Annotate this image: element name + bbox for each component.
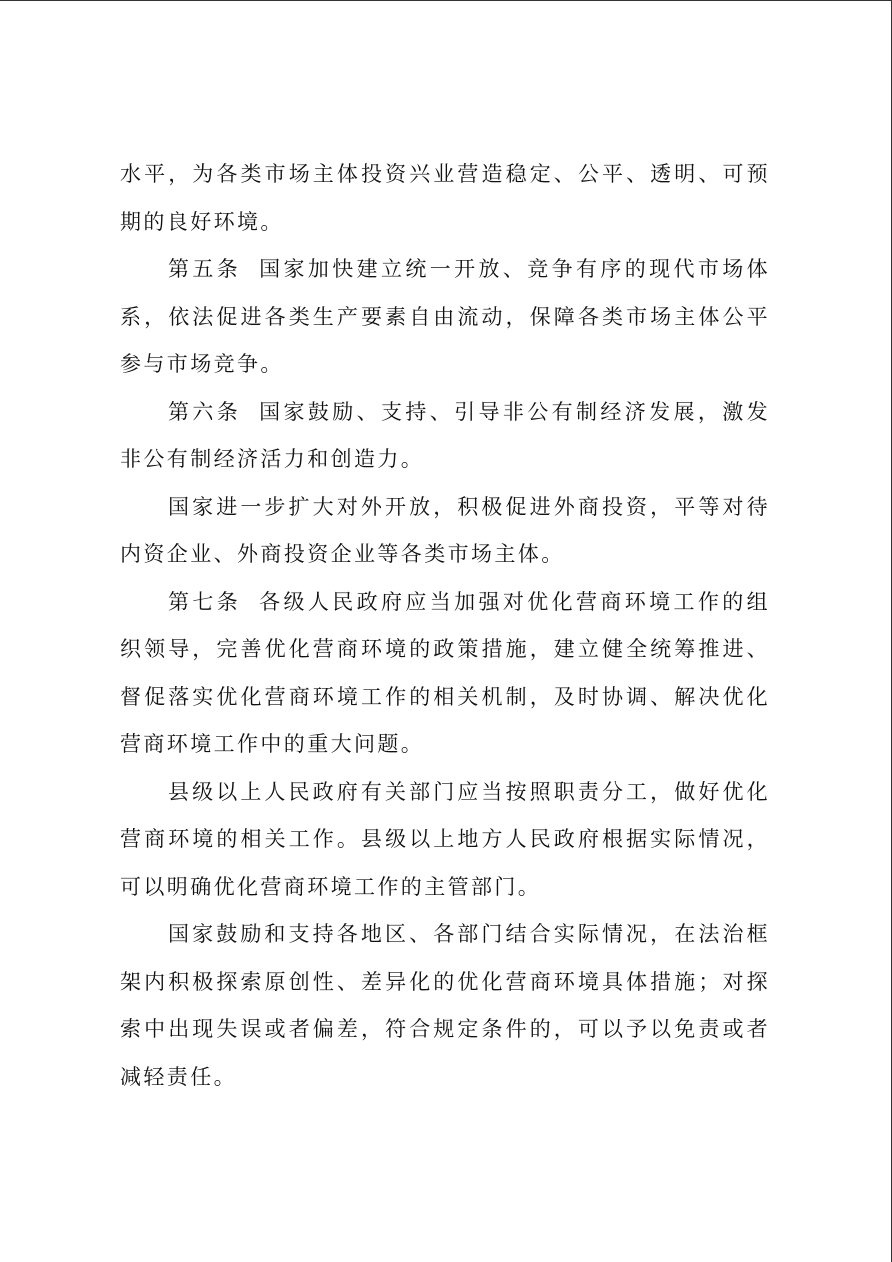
- paragraph-article-5: [120, 246, 770, 389]
- paragraph-article-6-clause-2: [120, 484, 770, 579]
- paragraph-text: 国家鼓励和支持各地区、各部门结合实际情况，在法治框架内积极探索原创性、差异化的优化营商环境具体措施；对探索中出现失误或者偏差，符合规定条件的，可以予以免责或者减轻责任。: [120, 922, 770, 1089]
- paragraph-text: 国家进一步扩大对外开放，积极促进外商投资，平等对待内资企业、外商投资企业等各类市场主体。: [120, 494, 770, 566]
- article-number: 第七条: [168, 589, 242, 614]
- paragraph-article-6: [120, 389, 770, 484]
- document-body: [120, 151, 770, 1101]
- article-number: 第六条: [168, 399, 242, 424]
- paragraph-continuation: [120, 151, 770, 246]
- paragraph-text: 国家鼓励、支持、引导非公有制经济发展，激发非公有制经济活力和创造力。: [120, 399, 770, 471]
- paragraph-article-7-clause-3: [120, 911, 770, 1101]
- paragraph-article-7-clause-2: [120, 769, 770, 912]
- paragraph-text: 县级以上人民政府有关部门应当按照职责分工，做好优化营商环境的相关工作。县级以上地方人民政府根据实际情况，可以明确优化营商环境工作的主管部门。: [120, 779, 770, 899]
- paragraph-text: 国家加快建立统一开放、竞争有序的现代市场体系，依法促进各类生产要素自由流动，保障各类市场主体公平参与市场竞争。: [120, 257, 770, 376]
- paragraph-text: 水平，为各类市场主体投资兴业营造稳定、公平、透明、可预期的良好环境。: [120, 162, 770, 234]
- paragraph-text: 各级人民政府应当加强对优化营商环境工作的组织领导，完善优化营商环境的政策措施，建立健全统筹推进、督促落实优化营商环境工作的相关机制，及时协调、解决优化营商环境工作中的重大问题。: [120, 589, 770, 756]
- paragraph-article-7: [120, 579, 770, 769]
- article-number: 第五条: [168, 257, 242, 281]
